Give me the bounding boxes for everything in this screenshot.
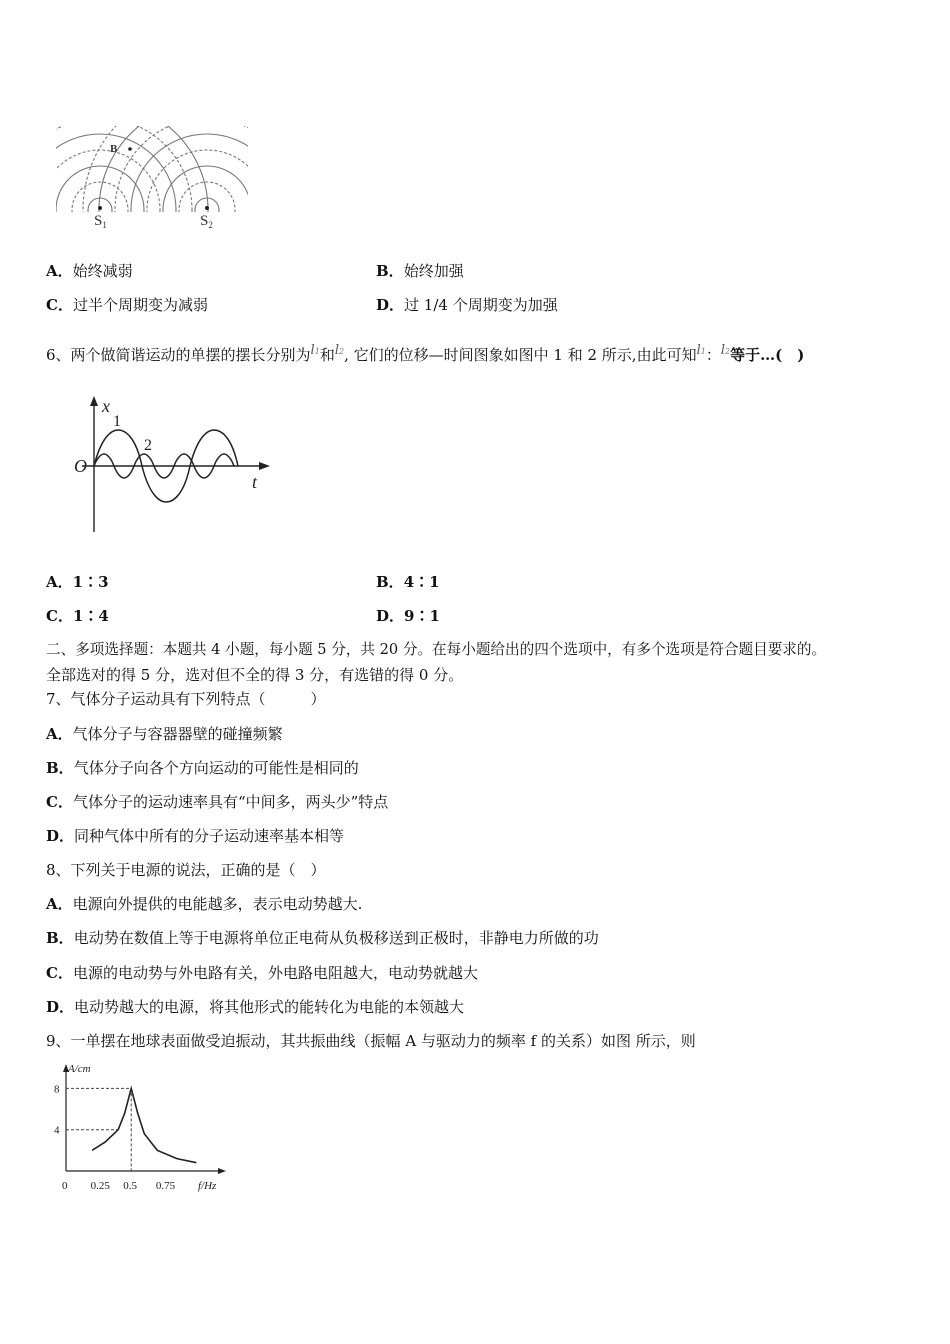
q5-option-a[interactable]: A．始终减弱 — [46, 262, 133, 280]
series-line-resonance — [92, 1088, 196, 1162]
displacement-time-graph — [60, 392, 280, 537]
source-s2-waves — [83, 122, 252, 232]
q8-option-a[interactable]: A．电源向外提供的电能越多，表示电动势越大. — [46, 895, 363, 913]
q7-stem: 7、气体分子运动具有下列特点（ ） — [46, 690, 326, 708]
x-tick-label: 0.25 — [90, 1180, 110, 1192]
origin-label: O — [74, 456, 87, 476]
q5-option-b[interactable]: B．始终加强 — [376, 262, 464, 280]
x-arrow-icon — [218, 1168, 226, 1174]
y-axis-label: A/cm — [68, 1063, 91, 1075]
source-s1-waves — [52, 122, 208, 232]
x-tick-label: 0.5 — [123, 1180, 137, 1192]
t-arrow-icon — [259, 462, 270, 470]
q5-option-c[interactable]: C．过半个周期变为减弱 — [46, 296, 208, 314]
l2-symbol-ratio: l2 — [720, 343, 731, 358]
interference-figure — [52, 122, 252, 232]
q6-option-c[interactable]: C．1∶4 — [46, 607, 109, 625]
q6-option-a[interactable]: A．1∶3 — [46, 573, 109, 591]
x-tick-label: 0.75 — [155, 1180, 176, 1192]
x-tick-label: 0 — [62, 1180, 68, 1192]
y-tick-label: 4 — [54, 1124, 60, 1137]
resonance-curve-chart — [46, 1063, 236, 1193]
x-axis-label: f/Hz — [198, 1180, 217, 1192]
q6-option-d[interactable]: D．9∶1 — [376, 607, 440, 625]
q8-stem: 8、下列关于电源的说法，正确的是（ ） — [46, 861, 326, 879]
axis-t-label: t — [252, 472, 258, 492]
source-s2-dot — [205, 206, 209, 210]
q5-option-d[interactable]: D．过 1/4 个周期变为加强 — [376, 296, 558, 314]
section2-heading-line1: 二、多项选择题：本题共 4 小题，每小题 5 分，共 20 分。在每小题给出的四个选项中，有多个选项是符合题目要求的。 — [46, 641, 827, 658]
l1-symbol: l1 — [310, 343, 320, 358]
section2-heading-line2: 全部选对的得 5 分，选对但不全的得 3 分，有选错的得 0 分。 — [46, 666, 464, 684]
q8-option-b[interactable]: B．电动势在数值上等于电源将单位正电荷从负极移送到正极时，非静电力所做的功 — [46, 929, 599, 947]
q7-option-c[interactable]: C．气体分子的运动速率具有“中间多，两头少”特点 — [46, 793, 389, 811]
y-arrow-icon — [90, 396, 98, 406]
y-tick-label: 8 — [54, 1083, 60, 1096]
l1-symbol-ratio: l1 — [696, 343, 706, 358]
source-s1-dot — [98, 206, 102, 210]
q7-option-d[interactable]: D．同种气体中所有的分子运动速率基本相等 — [46, 827, 345, 845]
curve-1-label: 1 — [113, 413, 121, 430]
l2-symbol: l2 — [334, 343, 345, 358]
axis-x-label: x — [102, 396, 110, 416]
point-b-dot — [128, 147, 132, 151]
q9-stem: 9、一单摆在地球表面做受迫振动，其共振曲线（振幅 A 与驱动力的频率 f 的关系）如图 所示，则 — [46, 1032, 696, 1050]
q8-option-c[interactable]: C．电源的电动势与外电路有关，外电路电阻越大，电动势就越大 — [46, 964, 478, 982]
s2-label: $S_2$ — [200, 213, 213, 230]
q8-option-d[interactable]: D．电动势越大的电源，将其他形式的能转化为电能的本领越大 — [46, 998, 465, 1016]
q7-option-b[interactable]: B．气体分子向各个方向运动的可能性是相同的 — [46, 759, 359, 777]
q7-option-a[interactable]: A．气体分子与容器器壁的碰撞频繁 — [46, 725, 283, 743]
q6-stem: 6、两个做简谐运动的单摆的摆长分别为l1和l2, 它们的位移—时间图象如图中 1 和 2 所示,由此可知l1：l2等于…( ) — [46, 343, 805, 364]
curve-2-label: 2 — [144, 437, 152, 454]
q6-option-b[interactable]: B．4∶1 — [376, 573, 440, 591]
point-b-label: B — [110, 143, 118, 155]
s1-label: $S_1$ — [94, 213, 107, 230]
